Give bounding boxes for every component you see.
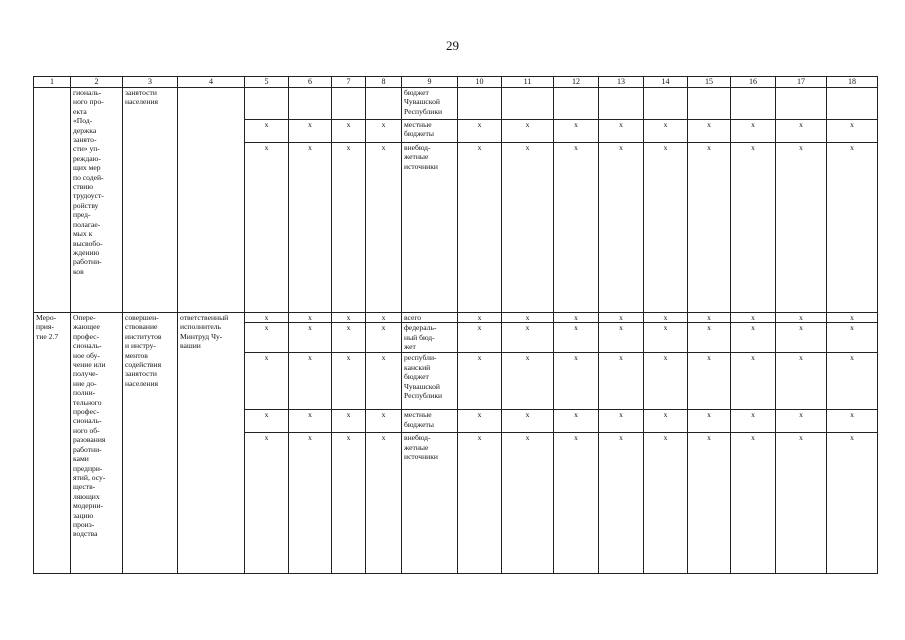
x-mark-cell: x [502, 410, 554, 433]
x-mark-cell: x [644, 323, 688, 353]
x-mark-cell: x [776, 353, 827, 410]
funding-source-cell: федераль- ный бюд- жет [402, 323, 458, 353]
funding-source-cell: местные бюджеты [402, 410, 458, 433]
x-mark-cell [332, 88, 366, 120]
x-mark-cell: x [688, 313, 731, 323]
x-mark-cell: x [776, 143, 827, 313]
x-mark-cell: x [289, 143, 332, 313]
header-cell: 12 [554, 77, 599, 88]
page-number: 29 [446, 38, 459, 53]
x-mark-cell [502, 88, 554, 120]
goal-cell: совершен- ствование институтов и инстру- ментов содействия занятости населения [123, 313, 178, 574]
table-row [34, 313, 878, 323]
executor-cell [178, 88, 245, 313]
x-mark-cell: x [554, 353, 599, 410]
x-mark-cell: x [554, 433, 599, 574]
x-mark-cell: x [245, 313, 289, 323]
x-mark-cell: x [688, 433, 731, 574]
x-mark-cell [827, 88, 878, 120]
x-mark-cell: x [688, 410, 731, 433]
x-mark-cell: x [245, 433, 289, 574]
header-cell: 6 [289, 77, 332, 88]
x-mark-cell: x [731, 353, 776, 410]
x-mark-cell [688, 88, 731, 120]
header-cell: 17 [776, 77, 827, 88]
header-cell: 18 [827, 77, 878, 88]
x-mark-cell: x [644, 410, 688, 433]
x-mark-cell: x [245, 143, 289, 313]
x-mark-cell: x [776, 410, 827, 433]
x-mark-cell: x [332, 410, 366, 433]
x-mark-cell: x [366, 410, 402, 433]
x-mark-cell: x [599, 410, 644, 433]
header-cell: 11 [502, 77, 554, 88]
x-mark-cell: x [289, 433, 332, 574]
x-mark-cell: x [458, 143, 502, 313]
x-mark-cell: x [245, 353, 289, 410]
header-cell: 4 [178, 77, 245, 88]
x-mark-cell: x [776, 120, 827, 143]
x-mark-cell: x [458, 323, 502, 353]
x-mark-cell: x [554, 143, 599, 313]
x-mark-cell: x [289, 410, 332, 433]
funding-source-cell: внебюд- жетные источники [402, 143, 458, 313]
header-row [34, 77, 878, 88]
x-mark-cell: x [827, 323, 878, 353]
x-mark-cell: x [502, 353, 554, 410]
measure-name-cell: гиональ- ного про- екта «Под- держка занято- сти» уп- реждаю- щих мер по содей- ствию трудоуст- ройству пред- полагае- мых к высвобо- ждению работни- ков [71, 88, 123, 313]
program-table [33, 76, 878, 574]
x-mark-cell: x [731, 120, 776, 143]
funding-source-cell: республи- канский бюджет Чувашской Республики [402, 353, 458, 410]
header-cell: 5 [245, 77, 289, 88]
x-mark-cell: x [827, 410, 878, 433]
x-mark-cell: x [502, 323, 554, 353]
x-mark-cell [599, 88, 644, 120]
table-row [34, 88, 878, 120]
x-mark-cell: x [827, 143, 878, 313]
x-mark-cell: x [731, 433, 776, 574]
header-cell: 13 [599, 77, 644, 88]
header-cell: 7 [332, 77, 366, 88]
funding-source-cell: бюджет Чувашской Республики [402, 88, 458, 120]
x-mark-cell: x [245, 323, 289, 353]
goal-cell: занятости населения [123, 88, 178, 313]
x-mark-cell: x [644, 353, 688, 410]
x-mark-cell: x [289, 323, 332, 353]
header-cell: 9 [402, 77, 458, 88]
x-mark-cell: x [599, 323, 644, 353]
x-mark-cell: x [688, 120, 731, 143]
x-mark-cell: x [502, 313, 554, 323]
x-mark-cell: x [554, 410, 599, 433]
x-mark-cell: x [332, 323, 366, 353]
x-mark-cell: x [554, 313, 599, 323]
x-mark-cell: x [458, 313, 502, 323]
x-mark-cell [554, 88, 599, 120]
x-mark-cell: x [458, 120, 502, 143]
x-mark-cell: x [731, 143, 776, 313]
x-mark-cell: x [245, 120, 289, 143]
x-mark-cell: x [599, 143, 644, 313]
x-mark-cell: x [599, 120, 644, 143]
x-mark-cell: x [366, 433, 402, 574]
x-mark-cell [776, 88, 827, 120]
x-mark-cell: x [366, 143, 402, 313]
x-mark-cell: x [366, 323, 402, 353]
x-mark-cell: x [502, 143, 554, 313]
x-mark-cell: x [332, 353, 366, 410]
x-mark-cell: x [332, 143, 366, 313]
x-mark-cell: x [688, 143, 731, 313]
funding-source-cell: внебюд- жетные источники [402, 433, 458, 574]
x-mark-cell: x [366, 353, 402, 410]
x-mark-cell: x [289, 353, 332, 410]
x-mark-cell: x [776, 323, 827, 353]
header-cell: 8 [366, 77, 402, 88]
x-mark-cell: x [554, 323, 599, 353]
x-mark-cell: x [776, 313, 827, 323]
x-mark-cell: x [332, 120, 366, 143]
x-mark-cell: x [644, 433, 688, 574]
x-mark-cell [644, 88, 688, 120]
executor-cell: ответственный исполнитель Минтруд Чу- вашии [178, 313, 245, 574]
x-mark-cell: x [599, 433, 644, 574]
x-mark-cell: x [776, 433, 827, 574]
header-cell: 15 [688, 77, 731, 88]
x-mark-cell: x [458, 410, 502, 433]
x-mark-cell: x [688, 353, 731, 410]
x-mark-cell: x [289, 313, 332, 323]
x-mark-cell: x [502, 120, 554, 143]
header-cell: 10 [458, 77, 502, 88]
x-mark-cell: x [332, 433, 366, 574]
x-mark-cell: x [599, 353, 644, 410]
x-mark-cell [289, 88, 332, 120]
header-cell: 14 [644, 77, 688, 88]
x-mark-cell [458, 88, 502, 120]
x-mark-cell [366, 88, 402, 120]
header-cell: 16 [731, 77, 776, 88]
x-mark-cell: x [332, 313, 366, 323]
x-mark-cell: x [366, 120, 402, 143]
x-mark-cell: x [644, 143, 688, 313]
x-mark-cell: x [827, 313, 878, 323]
x-mark-cell: x [731, 323, 776, 353]
header-cell: 1 [34, 77, 71, 88]
x-mark-cell: x [366, 313, 402, 323]
measure-number-cell: Меро- прия- тие 2.7 [34, 313, 71, 574]
x-mark-cell: x [458, 353, 502, 410]
x-mark-cell: x [827, 433, 878, 574]
x-mark-cell: x [599, 313, 644, 323]
funding-source-cell: местные бюджеты [402, 120, 458, 143]
measure-name-cell: Опере- жающее профес- сиональ- ное обу- чение или получе- ние до- полни- тельного профес- сиональ- ного об- разования работни- ками предпри- ятий, осу- ществ- ляющих модерни- зацию произ- водства [71, 313, 123, 574]
x-mark-cell: x [245, 410, 289, 433]
x-mark-cell: x [502, 433, 554, 574]
x-mark-cell: x [827, 353, 878, 410]
measure-number-cell [34, 88, 71, 313]
x-mark-cell: x [827, 120, 878, 143]
x-mark-cell: x [554, 120, 599, 143]
x-mark-cell [731, 88, 776, 120]
x-mark-cell [245, 88, 289, 120]
x-mark-cell: x [644, 120, 688, 143]
x-mark-cell: x [731, 410, 776, 433]
x-mark-cell: x [644, 313, 688, 323]
header-cell: 3 [123, 77, 178, 88]
x-mark-cell: x [731, 313, 776, 323]
x-mark-cell: x [289, 120, 332, 143]
funding-source-cell: всего [402, 313, 458, 323]
header-cell: 2 [71, 77, 123, 88]
x-mark-cell: x [458, 433, 502, 574]
x-mark-cell: x [688, 323, 731, 353]
